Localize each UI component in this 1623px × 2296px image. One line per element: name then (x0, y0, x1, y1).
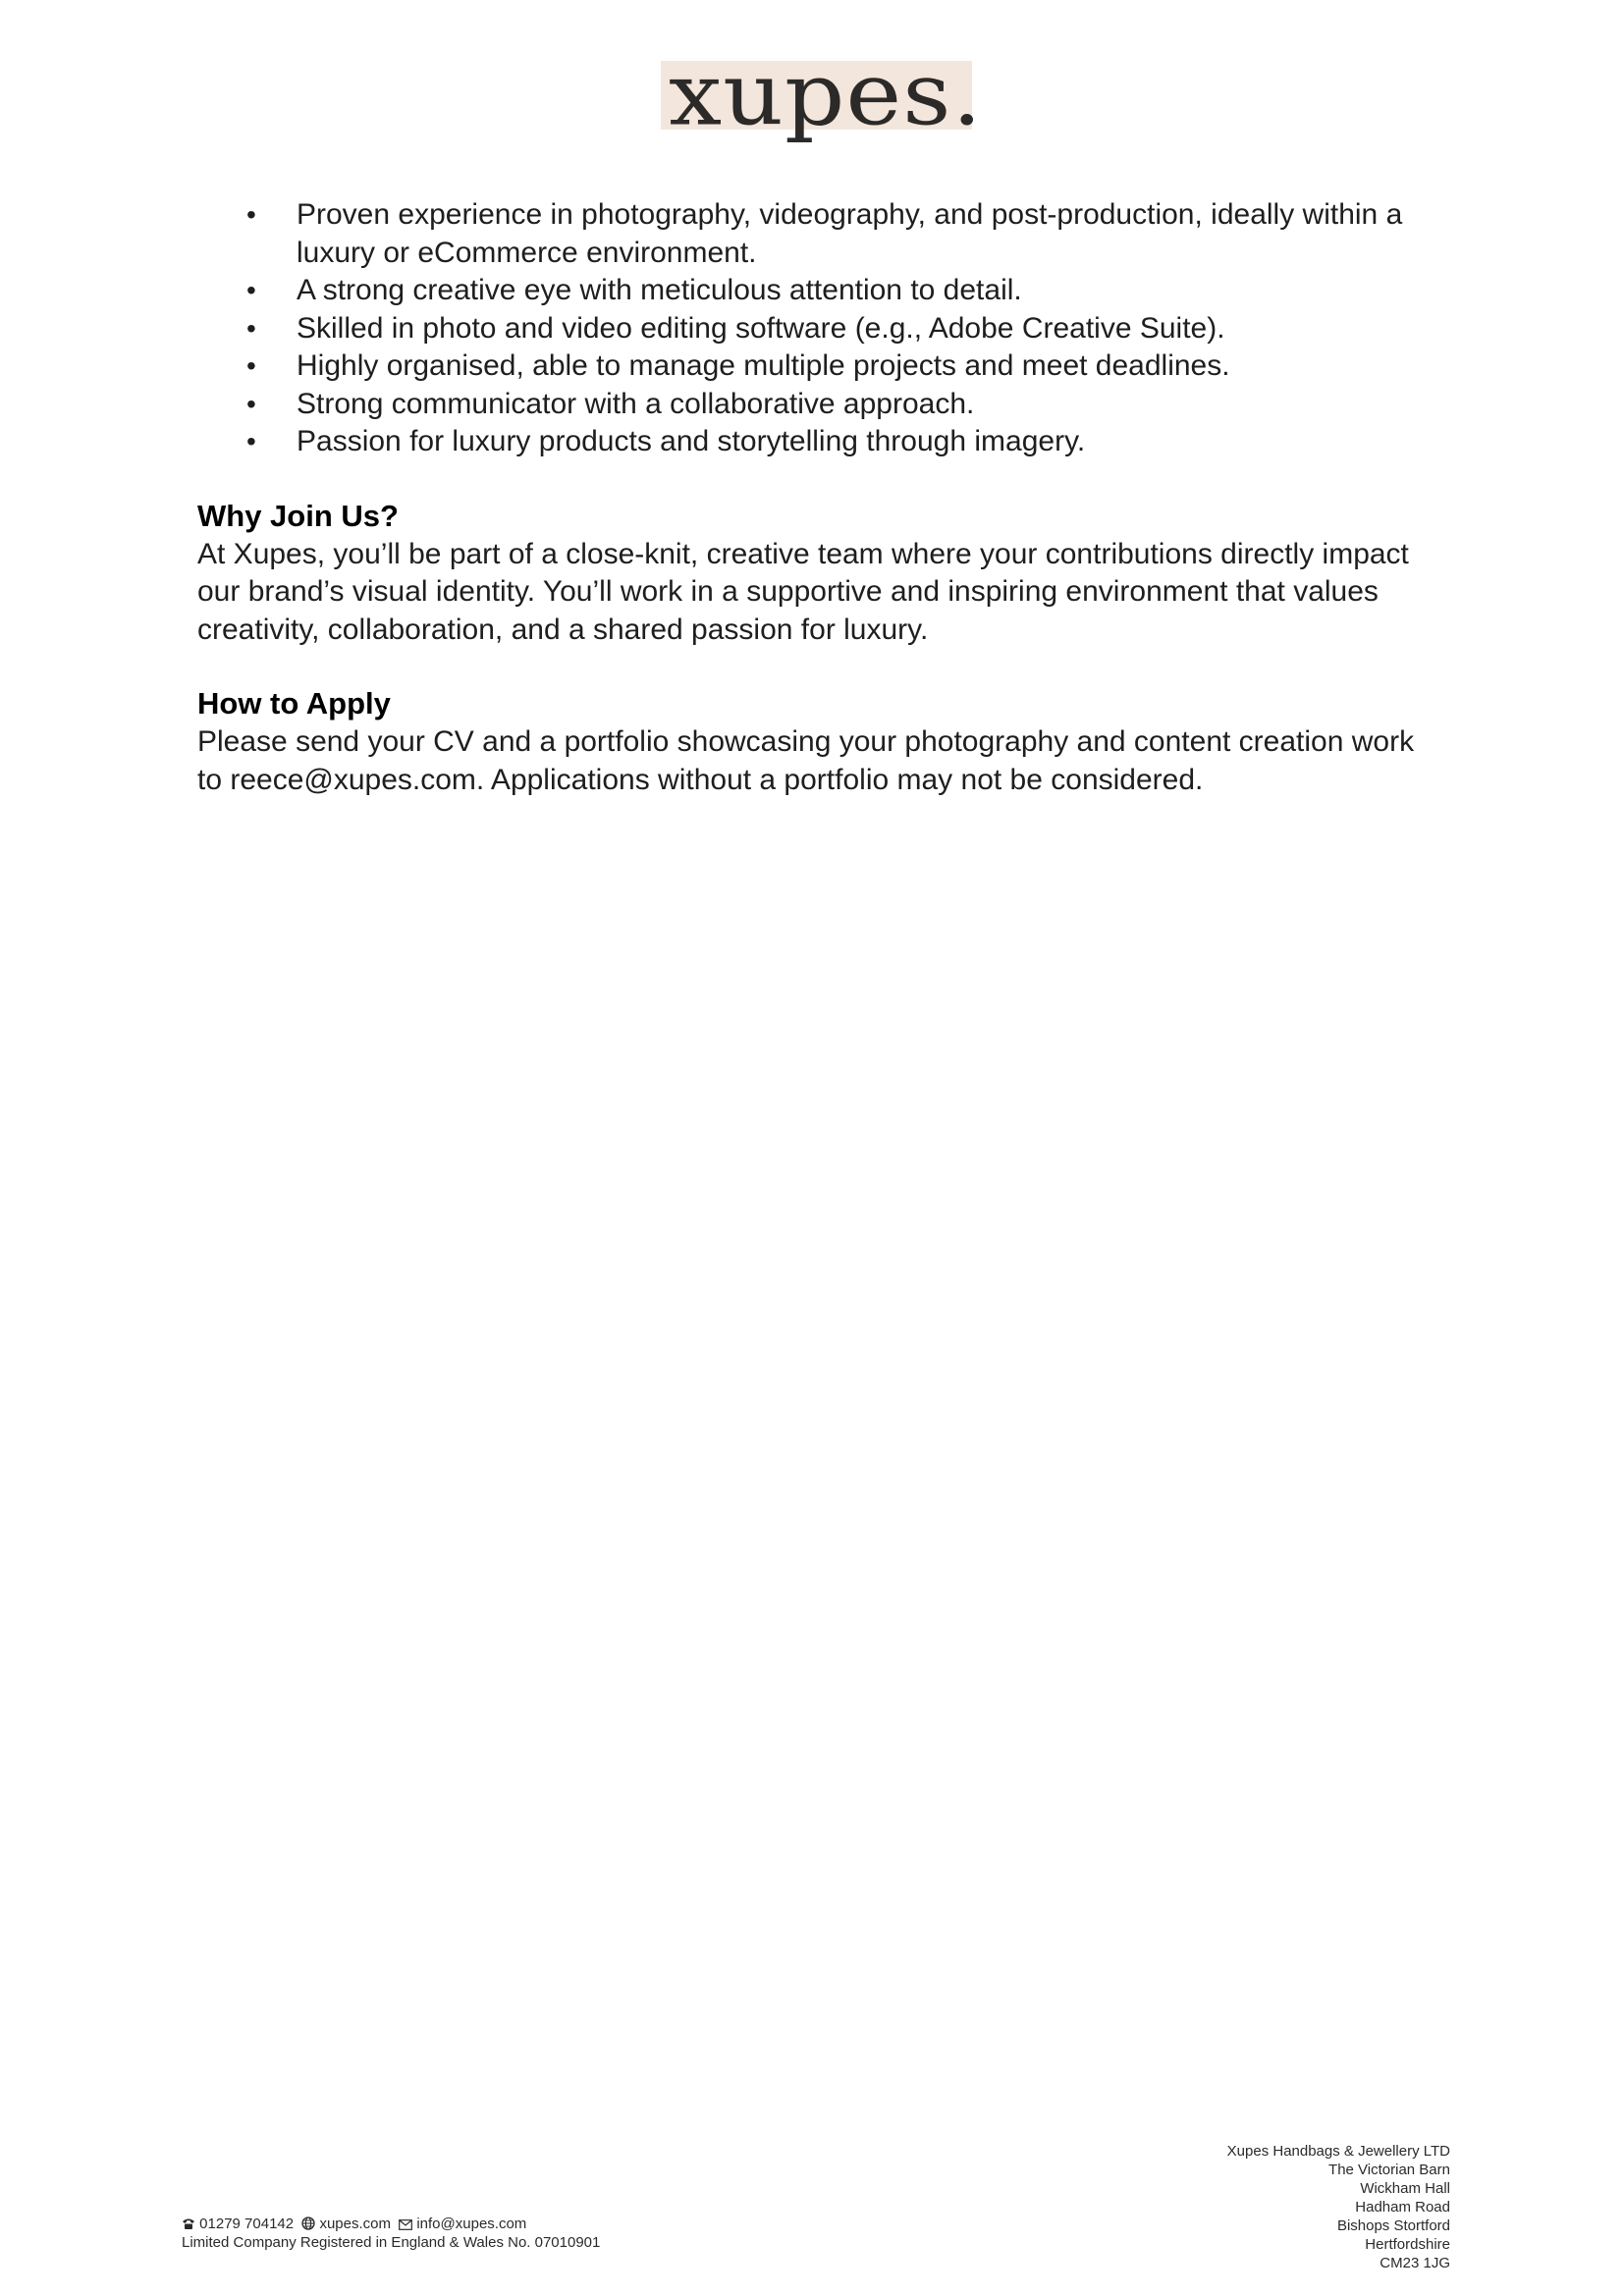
requirements-list (197, 196, 1434, 461)
bullet-icon: • (246, 426, 256, 456)
list-item (197, 386, 1434, 424)
bullet-icon: • (246, 350, 256, 381)
brand-logo (661, 43, 984, 151)
why-join-body: At Xupes, you’ll be part of a close-knit, creative team where your contributions directly impact our brand’s visual identity. You’ll work in a supportive and inspiring environment that values creativity, collaboration, and a shared passion for luxury. (197, 537, 1409, 646)
phone-icon (182, 2217, 195, 2230)
list-item (197, 310, 1434, 348)
bullet-icon: • (246, 388, 256, 419)
globe-icon (301, 2216, 315, 2230)
address-line: Hertfordshire (1365, 2236, 1450, 2253)
list-item-text: Proven experience in photography, videography, and post-production, ideally within a luxury or eCommerce environment. (297, 198, 1403, 269)
bullet-icon: • (246, 312, 256, 344)
how-to-apply-body: Please send your CV and a portfolio showcasing your photography and content creation work to reece@xupes.com. Applications without a portfolio may not be considered. (197, 725, 1415, 796)
website-link[interactable]: xupes.com (319, 2216, 391, 2232)
list-item-text: A strong creative eye with meticulous attention to detail. (297, 274, 1022, 306)
registration-text: Limited Company Registered in England & Wales No. 07010901 (182, 2234, 601, 2251)
list-item-text: Highly organised, able to manage multiple projects and meet deadlines. (297, 349, 1230, 382)
email-link[interactable]: info@xupes.com (416, 2216, 527, 2232)
footer-contact (182, 2215, 600, 2252)
logo-text: xupes. (669, 43, 984, 145)
how-to-apply-heading: How to Apply (197, 686, 391, 721)
phone-number: 01279 704142 (199, 2216, 295, 2232)
address-line: Wickham Hall (1360, 2180, 1450, 2197)
address-line: Hadham Road (1355, 2199, 1450, 2216)
address-line: CM23 1JG (1380, 2255, 1450, 2271)
bullet-icon: • (246, 199, 256, 230)
contact-line (182, 2215, 600, 2233)
address-line: The Victorian Barn (1328, 2162, 1450, 2178)
address-line: Bishops Stortford (1336, 2217, 1450, 2234)
list-item (197, 272, 1434, 310)
list-item-text: Strong communicator with a collaborative approach. (297, 387, 975, 420)
list-item-text: Skilled in photo and video editing software (e.g., Adobe Creative Suite). (297, 311, 1225, 345)
company-address (1227, 2142, 1450, 2272)
list-item (197, 196, 1434, 272)
document-body (197, 196, 1434, 799)
address-line: Xupes Handbags & Jewellery LTD (1226, 2143, 1450, 2160)
bullet-icon: • (246, 275, 256, 305)
why-join-heading: Why Join Us? (197, 498, 399, 533)
list-item-text: Passion for luxury products and storytelling through imagery. (297, 425, 1086, 457)
list-item (197, 347, 1434, 386)
list-item (197, 423, 1434, 461)
mail-icon (399, 2219, 412, 2230)
